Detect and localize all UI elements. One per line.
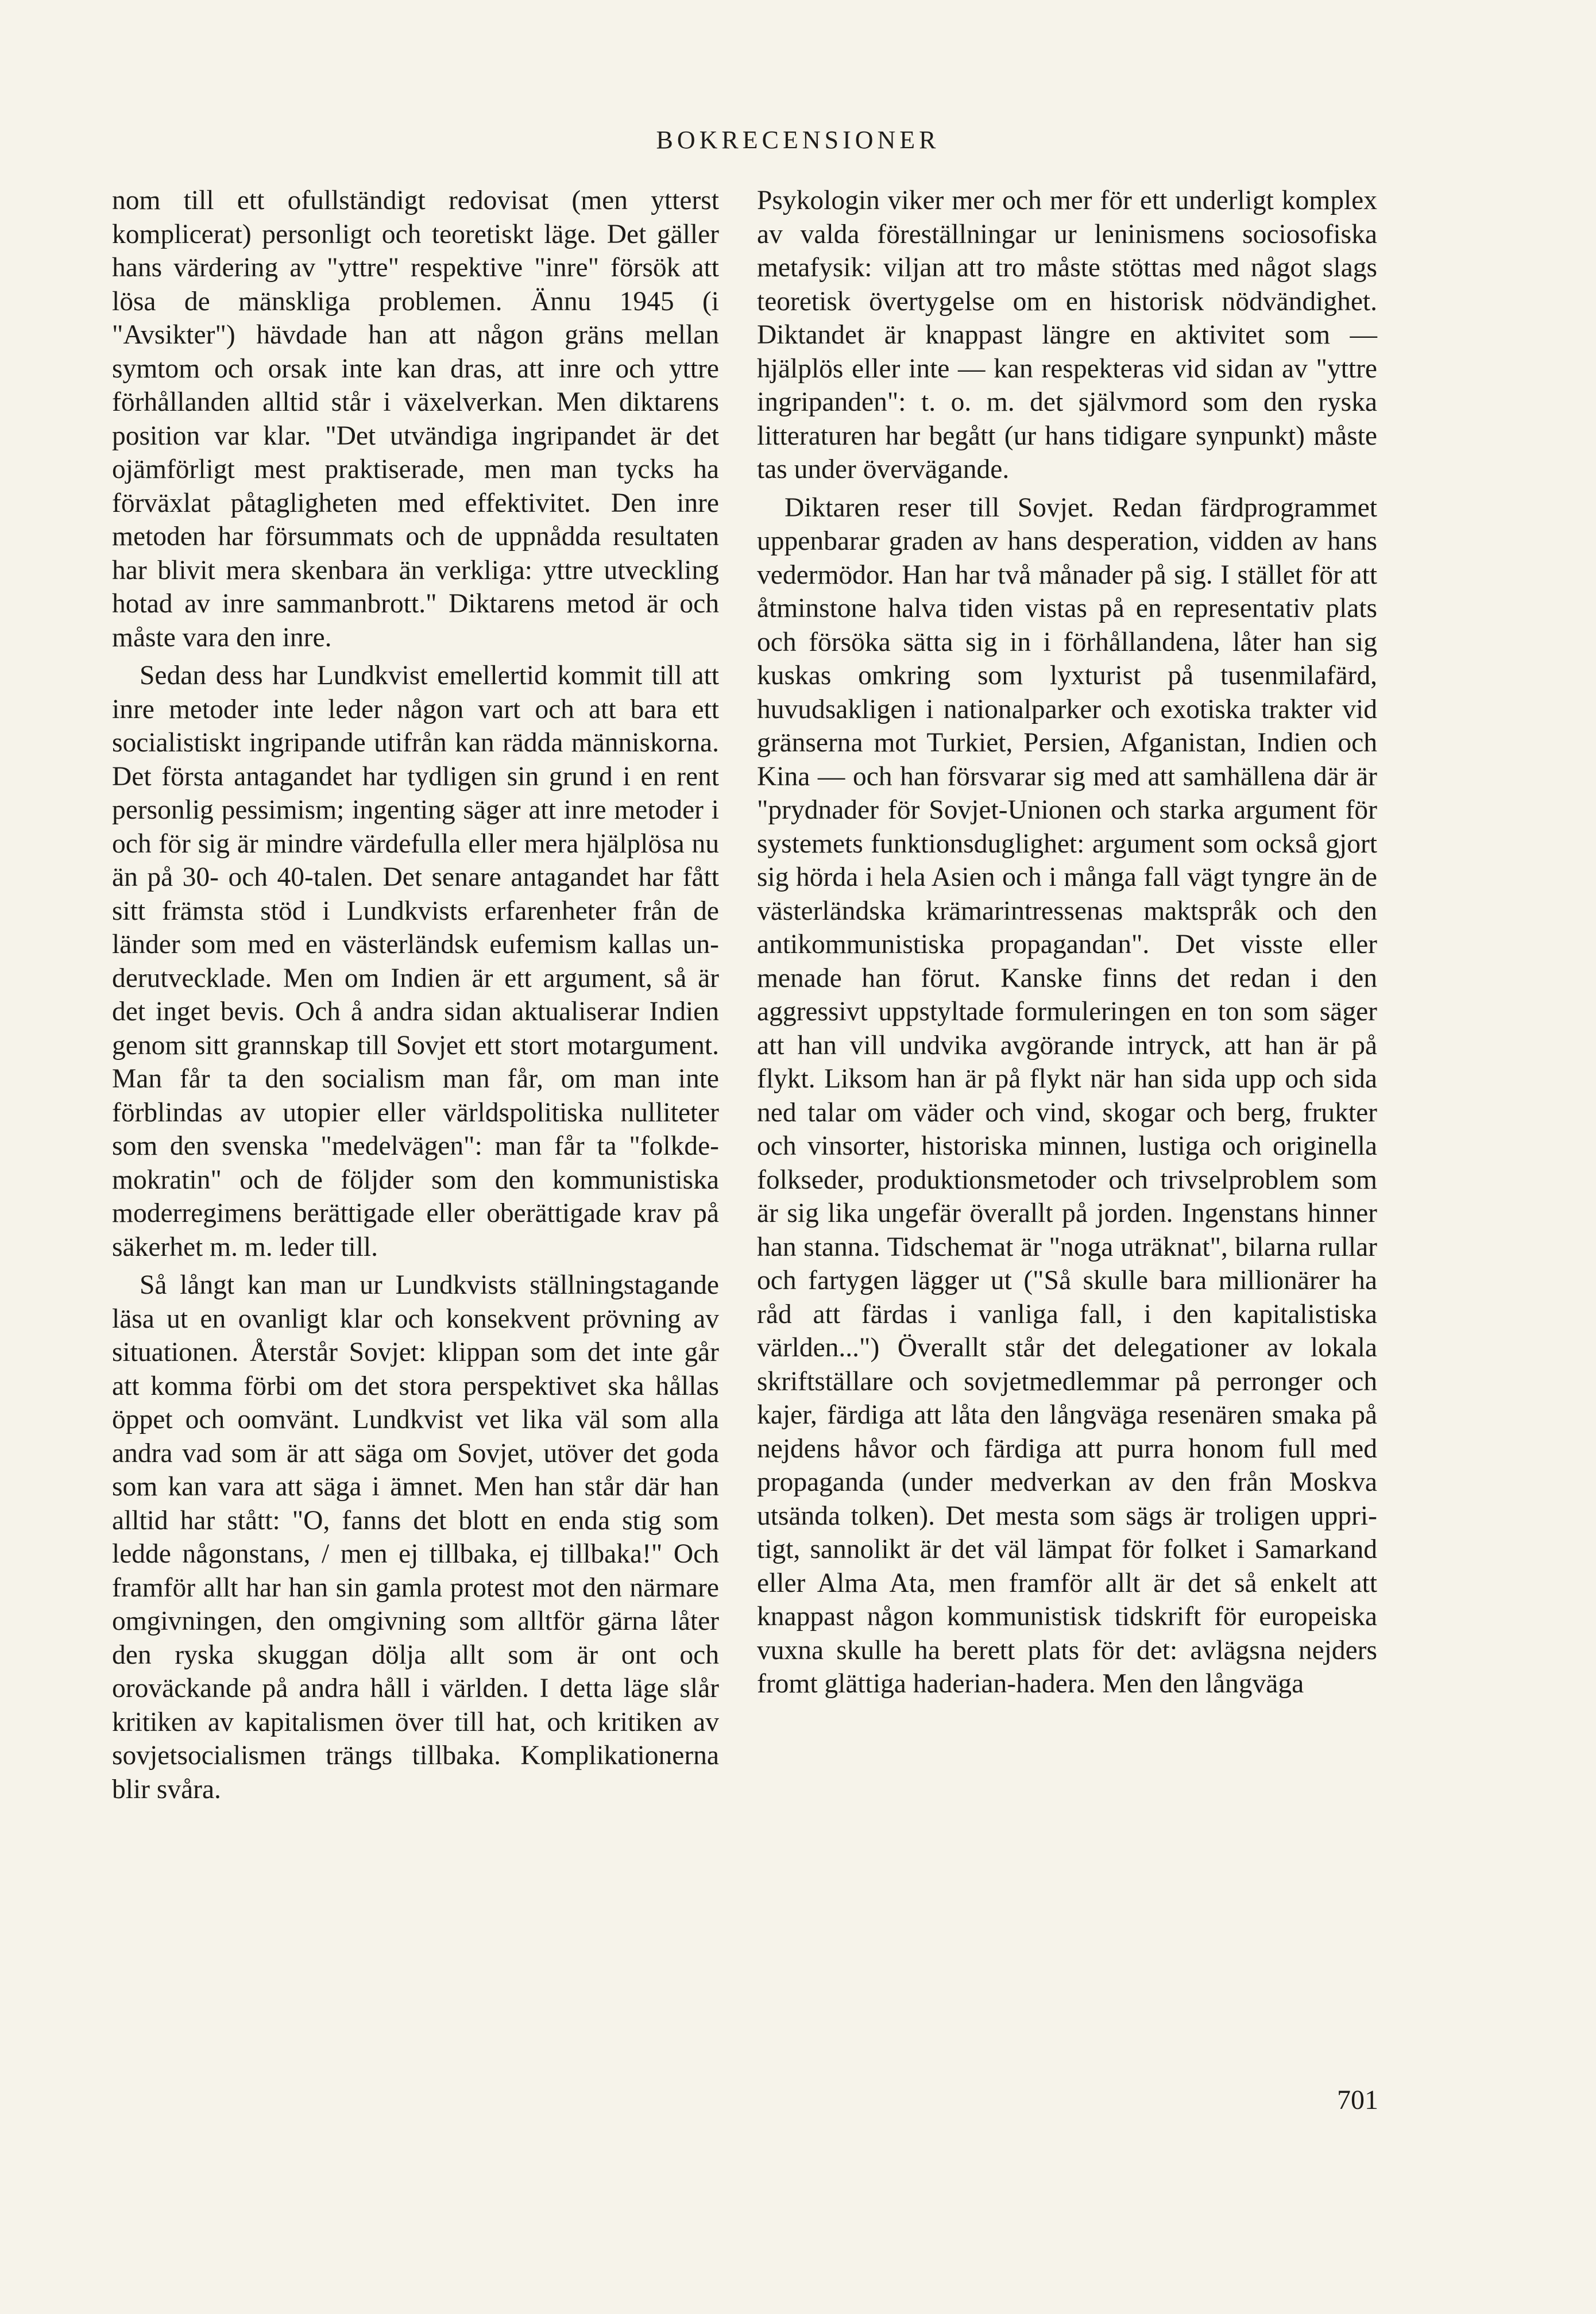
page-number: 701 [1337, 2085, 1378, 2115]
running-head: BOKRECENSIONER [656, 126, 940, 154]
paragraph: Diktaren reser till Sovjet. Redan färdprogrammet uppenbarar graden av hans desperation, vidden av hans vedermödor. Han har två månader på sig. I stället för att åtminstone halva tiden vistas på en representativ plats och försöka sätta sig in i förhållandena, låter han sig kuskas omkring som lyxturist på tusenmilafärd, huvudsakligen i nationalparker och exotiska trakter vid gränserna mot Turkiet, Persien, Afganistan, Indien och Kina — och han försvarar sig med att samhällena där är "prydnader för Sovjet-Unionen och starka argument för systemets funktionsduglighet: argument som också gjort sig hörda i hela Asien och i många fall vägt tyngre än de västerländska krämarintressenas maktspråk och den antikommunistiska propagandan". Det visste eller menade han förut. Kanske finns det redan i den aggressivt uppstyltade formuleringen en ton som säger att han vill undvika avgörande intryck, att han är på flykt. Liksom han är på flykt när han sida upp och sida ned talar om väder och vind, skogar och berg, frukter och vinsorter, historiska minnen, lustiga och originella folkseder, produktionsmetoder och trivselproblem som är sig lika ungefär överallt på jorden. Ingenstans hinner han stanna. Tidschemat är "noga uträknat", bilarna rullar och fartygen lägger ut ("Så skulle bara millionärer ha råd att färdas i vanliga fall, i den kapitalistiska världen...") Överallt står det delegationer av lokala skriftställare och sovjetmedlemmar på perronger och kajer, färdiga att låta den långväga resenären smaka på nejdens håvor och färdiga att purra honom full med propaganda (under medverkan av den från Moskva utsända tolken). Det mesta som sägs är troligen uppritigt, sannolikt är det väl lämpat för folket i Samarkand eller Alma Ata, men framför allt är det så enkelt att knappast någon kommunistisk tidskrift för europeiska vuxna skulle ha berett plats för det: avlägsna nejders fromt glättiga haderian-hadera. Men den långväga [757, 492, 1377, 1699]
right-column [757, 184, 1377, 1701]
left-column [112, 184, 719, 1806]
paragraph: nom till ett ofullständigt redovisat (men ytterst komplicerat) personligt och teoretiskt läge. Det gäller hans värdering av "yttre" respektive "inre" försök att lösa de mänskliga problemen. Ännu 1945 (i "Avsikter") hävdade han att någon gräns mellan symtom och orsak inte kan dras, att inre och yttre förhållanden alltid står i växelverkan. Men diktarens position var klar. "Det utvändiga ingripandet är det ojämförligt mest praktiserade, men man tycks ha förväxlat påtagligheten med effektivitet. Den inre metoden har försummats och de uppnådda resultaten har blivit mera skenbara än verkliga: yttre utveckling hotad av inre sammanbrott." Diktarens metod är och måste vara den inre. [112, 186, 719, 653]
paragraph: Så långt kan man ur Lundkvists ställningstagande läsa ut en ovanligt klar och konsekvent prövning av situationen. Återstår Sovjet: klippan som det inte går att komma förbi om det stora perspektivet ska hållas öppet och oomvänt. Lundkvist vet lika väl som alla andra vad som är att säga om Sovjet, utöver det goda som kan vara att säga i ämnet. Men han står där han alltid har stått: "O, fanns det blott en enda stig som ledde någonstans, / men ej tillbaka, ej tillbaka!" Och framför allt har han sin gamla protest mot den närmare omgivningen, den omgivning som alltför gärna låter den ryska skuggan dölja allt som är ont och oroväckande på andra håll i världen. I detta läge slår kritiken av kapitalismen över till hat, och kritiken av sovjetsocialismen trängs tillbaka. Komplikationerna blir svåra. [112, 1270, 719, 1804]
paragraph: Psykologin viker mer och mer för ett underligt komplex av valda föreställningar ur leninismens sociosofiska metafysik: viljan att tro måste stöttas med något slags teoretisk övertygelse om en historisk nödvändighet. Diktandet är knappast längre en aktivitet som — hjälplös eller inte — kan respekteras vid sidan av "yttre ingripanden": t. o. m. det självmord som den ryska litteraturen har begått (ur hans tidigare synpunkt) måste tas under övervägande. [757, 186, 1377, 484]
paragraph: Sedan dess har Lundkvist emellertid kommit till att inre metoder inte leder någon vart och att bara ett socialistiskt ingripande utifrån kan rädda människorna. Det första antagandet har tydligen sin grund i en rent personlig pessimism; ingenting säger att inre metoder i och för sig är mindre värdefulla eller mera hjälplösa nu än på 30- och 40-talen. Det senare antagandet har fått sitt främsta stöd i Lundkvists erfarenheter från de länder som med en västerländsk eufemism kallas underutvecklade. Men om Indien är ett argument, så är det inget bevis. Och å andra sidan aktualiserar Indien genom sitt grannskap till Sovjet ett stort motargument. Man får ta den socialism man får, om man inte förblindas av utopier eller världspolitiska nulliteter som den svenska "medelvägen": man får ta "folkdemokratin" och de följder som den kommunistiska moderregimens berättigade eller oberättigade krav på säkerhet m. m. leder till. [112, 661, 719, 1262]
